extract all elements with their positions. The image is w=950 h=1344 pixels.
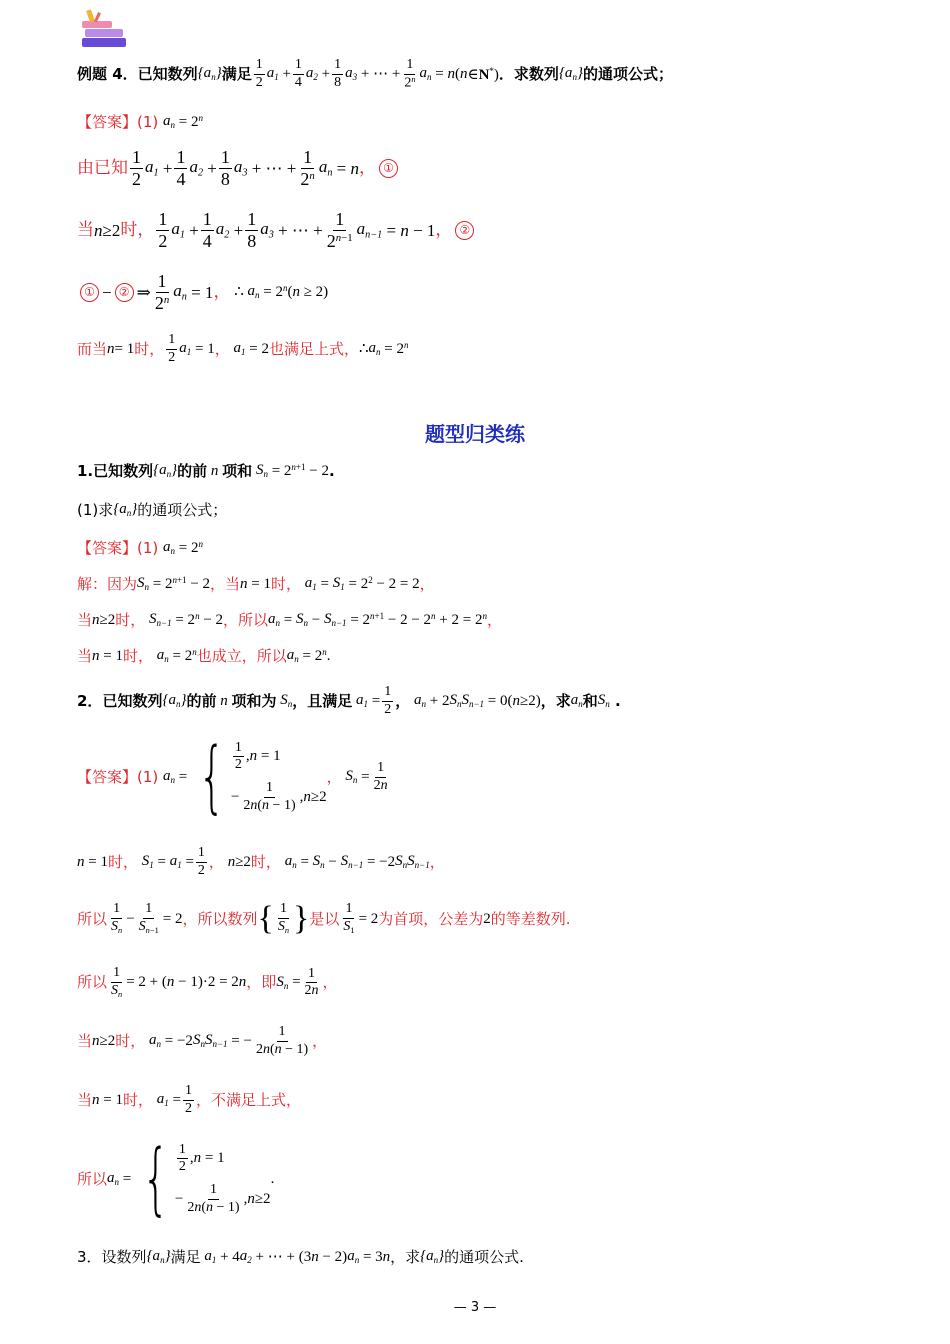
problem-1-answer: 【答案】 (1) $a_n$ = $2^n$ [77,538,204,557]
problem-2-solution-4: 当 n ≥2 时， $a_n$ = −2 $S_nS_{n-1}$ = − $\frac{1}{2n(n - 1)}$ ， [77,1024,328,1057]
problem-3-question: 3． 设数列 $\{a_n\}$ 满足 $a_1$ + 4 $a_2$ + ⋯ + (3 n − 2) $a_n$ = 3 n ，求 $\{a_n\}$ 的通项公式. [77,1247,524,1266]
book-stack-logo-icon [78,8,128,50]
example-answer: 【答案】 (1) $a_n$ = $2^n$ [77,112,204,131]
problem-1-solution-3: 当 n = 1 时， $a_n$ = $2^n$ 也成立，所以 $a_n$ = $2^n$. [77,646,331,665]
problem-2-answer: 【答案】 (1) $a_n$ = { $\frac{1}{2}$ , n = 1 − $\frac{1}{2n(n - 1)}$ , n ≥2 ， $S_n$ = $\frac{1}{2n}$ [77,732,388,822]
problem-1-part-1: (1)求 $\{a_n\}$ 的通项公式； [77,500,228,519]
answer-tag: 【答案】 [77,112,138,131]
problem-1-solution-2: 当 n ≥2 时， $S_{n-1}$ = $2^n - 2$ ，所以 $a_n$ = $S_n$ − $S_{n-1}$ = $2^{n+1} - 2 - 2^n + 2 = 2^n$ ， [77,610,502,629]
section-title: 题型归类练 [425,422,525,446]
problem-1-solution-1: 解：因为 $S_n$ = $2^{n+1} - 2$ ，当 n = 1 时， $a_1$ = $S_1$ = $2^2 - 2 = 2$ ， [77,574,435,593]
example-step-4: 而当 n = 1 时， $\frac{1}{2}$ $a_1$ = 1 ， $a_1$ = 2 也满足上式， ∴ $a_n$ = $2^n$ [77,332,409,365]
example-4-question: 例题 4． 已知数列 $\{a_n\}$ 满足 $\frac{1}{2}$ $a_1$ + $\frac{1}{4}$ $a_2$ + $\frac{1}{8}$ $a_3$ + ⋯ + $\frac{1}{2^n}$ $a_n$ = n ( n ∈N*) ．求数列 $\{a_n\}$ 的通项公式； [77,57,673,91]
problem-2-solution-1: n = 1 时， $S_1$ = $a_1$ = $\frac{1}{2}$ ， n ≥2 时， $a_n$ = $S_n$ − $S_{n-1}$ = −2 $S_nS_{n-1}$ ， [77,845,445,878]
example-step-2: 当 n ≥2 时， $\frac{1}{2}$ $a_1$ + $\frac{1}{4}$ $a_2$ + $\frac{1}{8}$ $a_3$ + ⋯ + $\frac{1}{2^{n-1}}$ $a_{n-1}$ = n − 1 ， ② [77,210,477,251]
example-step-1: 由已知 $\frac{1}{2}$ $a_1$ + $\frac{1}{4}$ $a_2$ + $\frac{1}{8}$ $a_3$ + ⋯ + $\frac{1}{2^n}$ $a_n$ = n ， ① [77,148,401,189]
example-label: 例题 4． [77,64,138,83]
example-step-3: ① − ② ⇒ $\frac{1}{2^n}$ $a_n$ = 1 ， ∴ $a_n$ = $2^n(n \ge 2)$ [77,272,328,313]
problem-2-solution-3: 所以 $\frac{1}{S_n}$ = 2 + ( n − 1)·2 = 2 n ，即 $S_n$ = $\frac{1}{2n}$ ， [77,965,338,999]
page-number: — 3 — [453,1300,497,1315]
problem-2-solution-6: 所以 $a_n$ = { $\frac{1}{2}$ , n = 1 − $\frac{1}{2n(n - 1)}$ , n ≥2 . [77,1134,275,1224]
problem-1-question: 1. 已知数列 $\{a_n\}$ 的前 n 项和 $S_n$ = $2^{n+1} - 2$ . [77,461,335,480]
problem-2-solution-2: 所以 $\frac{1}{S_n}$ − $\frac{1}{S_{n-1}}$ = 2 ，所以数列 { $\frac{1}{S_n}$ } 是以 $\frac{1}{S_1}$ = 2 为首项，公差为 2 的等差数列. [77,900,571,937]
problem-2-solution-5: 当 n = 1 时， $a_1$ = $\frac{1}{2}$ ，不满足上式， [77,1083,301,1116]
problem-2-question: 2． 已知数列 $\{a_n\}$ 的前 n 项和为 $S_n$ ，且满足 $a_1$ = $\frac{1}{2}$ ， $a_n$ + 2 $S_nS_{n-1}$ = 0( n ≥2) ，求 $a_n$ 和 $S_n$ . [77,684,621,717]
